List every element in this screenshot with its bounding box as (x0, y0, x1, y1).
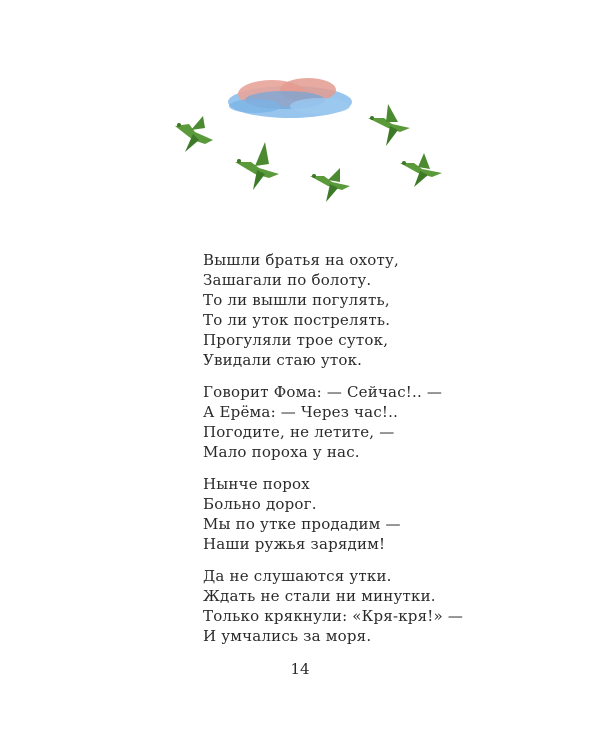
poem-line: Погодите, не летите, — (203, 423, 395, 441)
poem-line: Ждать не стали ни минутки. (203, 587, 436, 605)
duck-icon (175, 116, 213, 152)
poem-line: Только крякнули: «Кря-кря!» — (203, 607, 464, 625)
poem-line: Зашагали по болоту. (203, 271, 372, 289)
stanza-1 (203, 250, 503, 370)
poem-line: И умчались за моря. (203, 627, 372, 645)
duck-icon (310, 168, 350, 202)
duck-icon (368, 104, 410, 146)
poem-line: То ли вышли погулять, (203, 291, 390, 309)
poem-line: Наши ружья зарядим! (203, 535, 386, 553)
poem-line: Больно дорог. (203, 495, 317, 513)
duck-icon (235, 142, 279, 190)
stanza-2 (203, 382, 503, 462)
poem-line: Увидали стаю уток. (203, 351, 363, 369)
poem-line: Вышли братья на охоту, (203, 251, 399, 269)
poem-line: Мы по утке продадим — (203, 515, 401, 533)
poem-line: Да не слушаются утки. (203, 567, 392, 585)
stanza-4 (203, 566, 503, 646)
cloud-icon (228, 78, 352, 118)
poem-line: Нынче порох (203, 475, 310, 493)
poem-line: Мало пороха у нас. (203, 443, 360, 461)
poem-line: Говорит Фома: — Сейчас!.. — (203, 383, 443, 401)
poem (203, 250, 503, 658)
poem-line: А Ерёма: — Через час!.. (203, 403, 399, 421)
poem-line: Прогуляли трое суток, (203, 331, 389, 349)
ducks-illustration (160, 60, 460, 210)
poem-line: То ли уток пострелять. (203, 311, 391, 329)
stanza-3 (203, 474, 503, 554)
page-number: 14 (290, 660, 310, 678)
duck-icon (400, 153, 442, 187)
